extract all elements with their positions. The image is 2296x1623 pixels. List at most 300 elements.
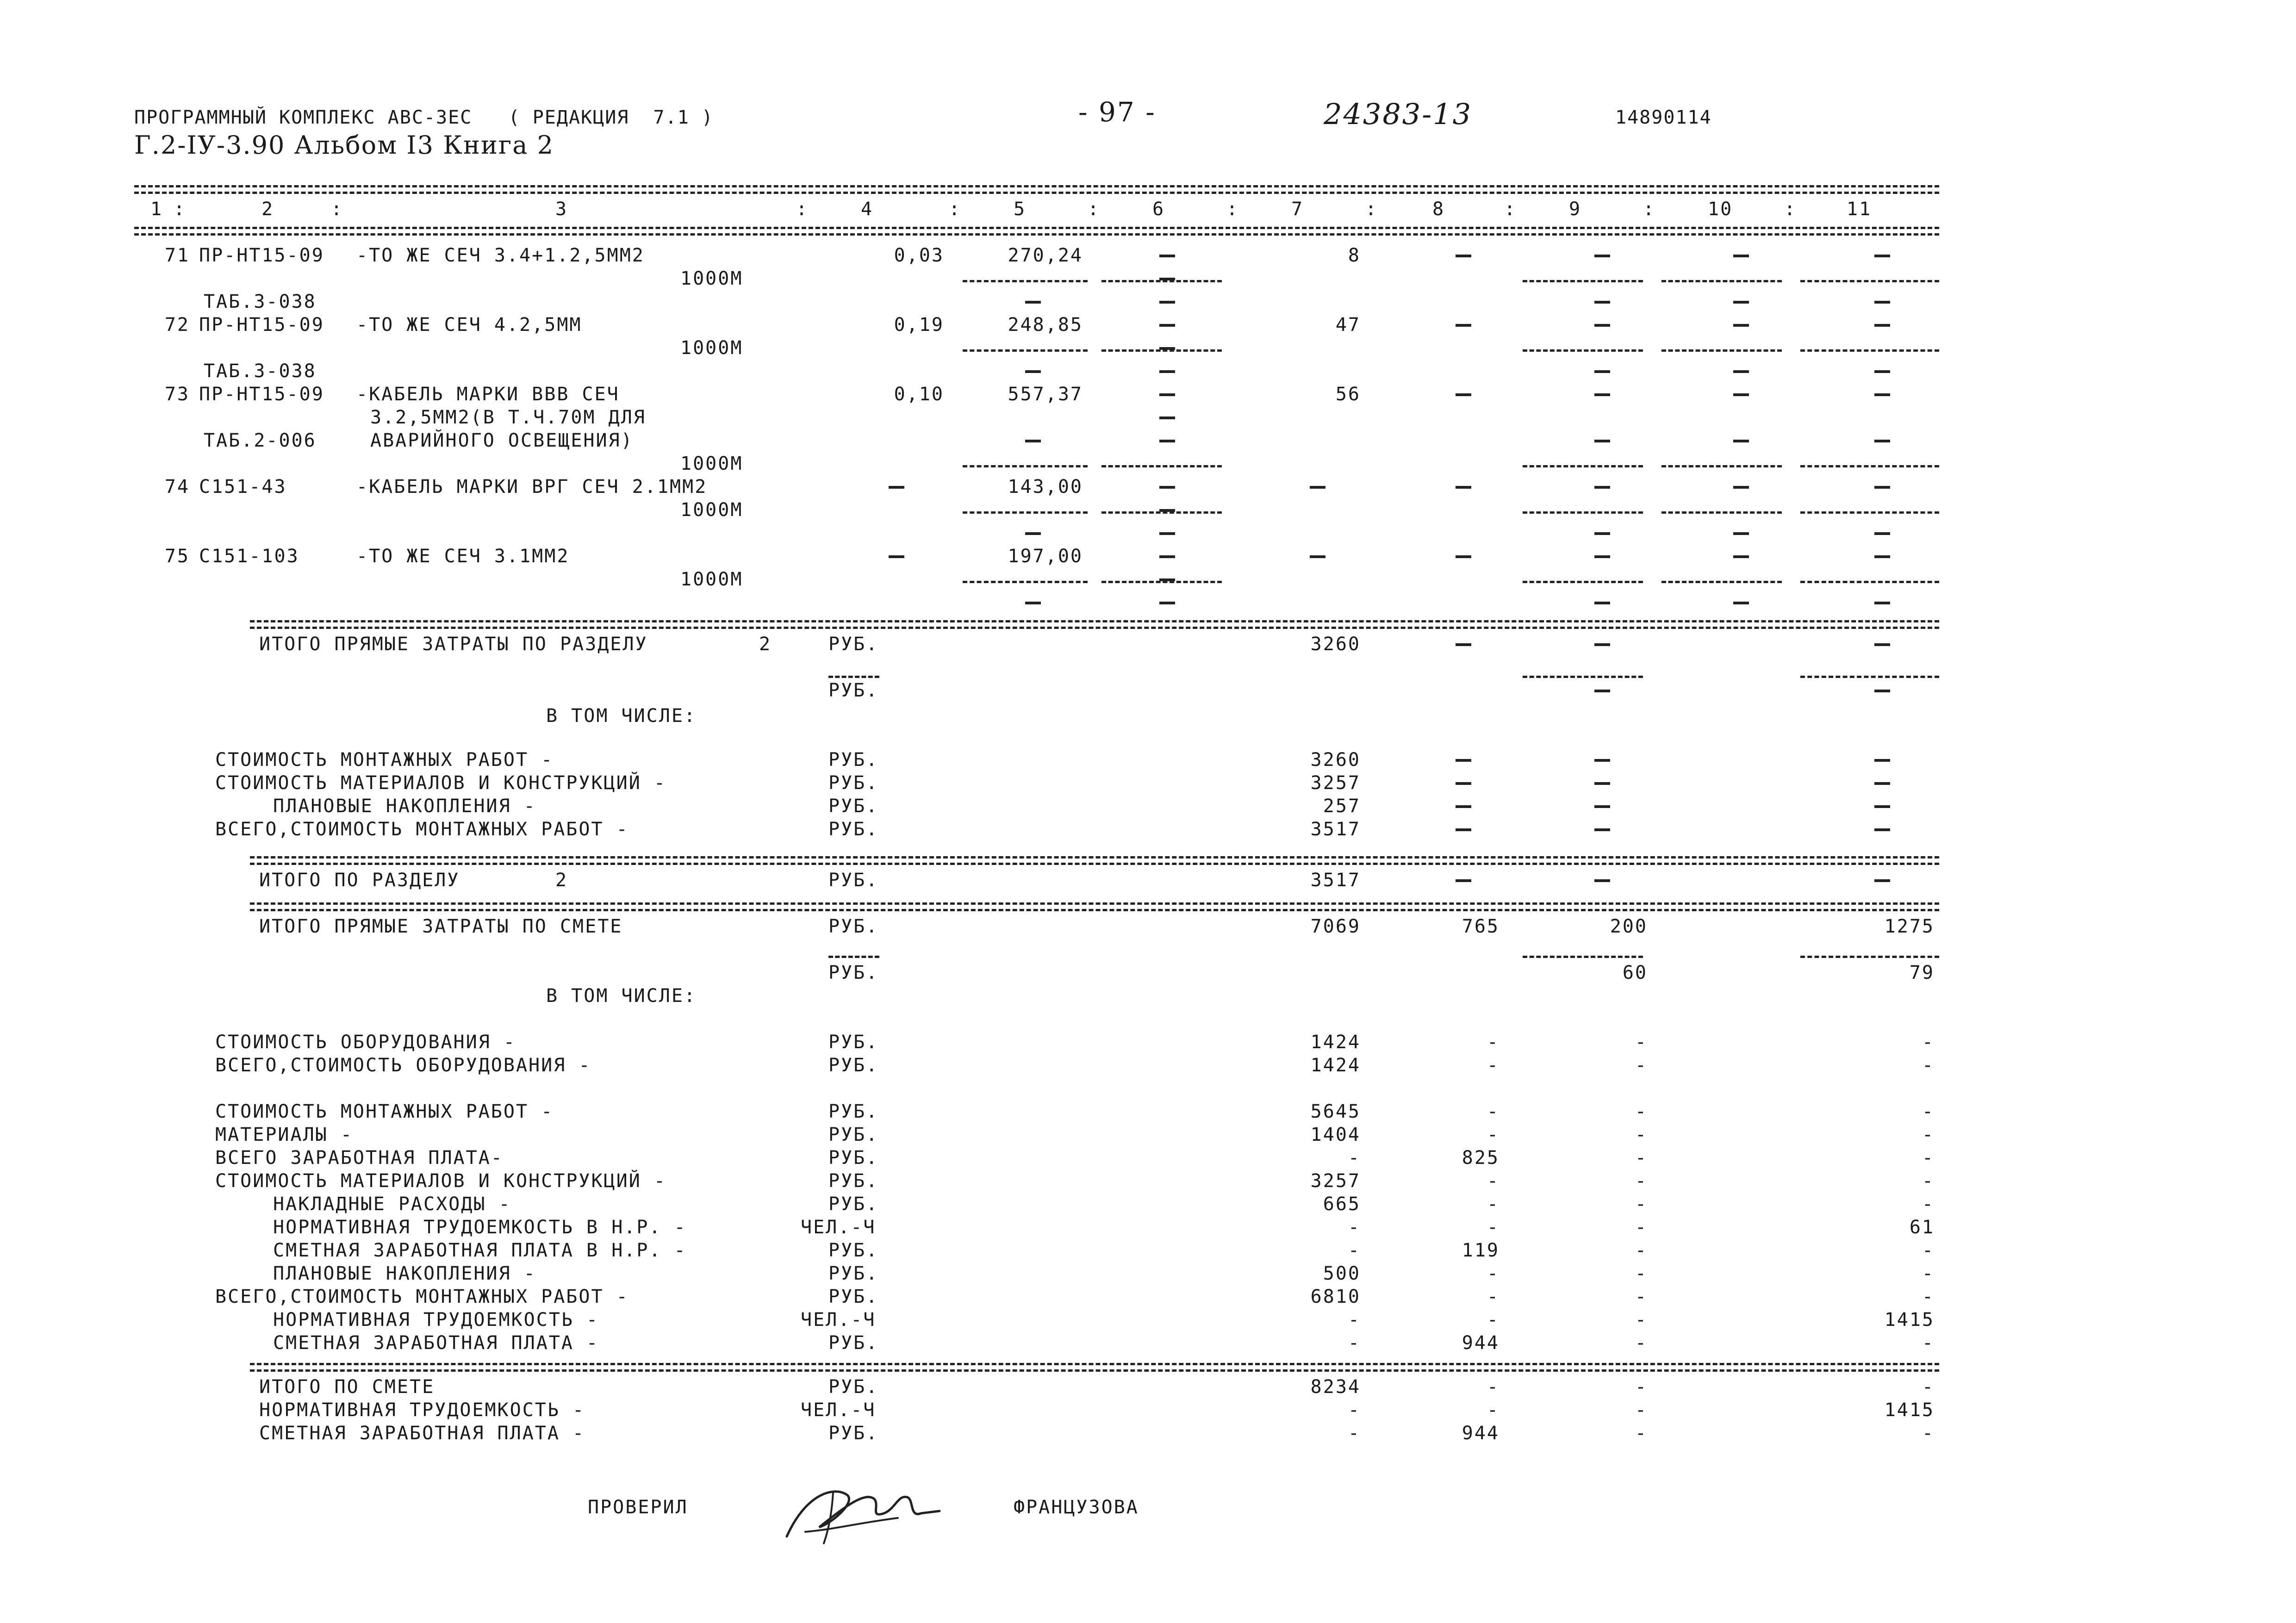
row-unit: 1000М bbox=[680, 337, 743, 359]
cell-underline bbox=[1800, 956, 1939, 958]
empty-cell-dash bbox=[1874, 324, 1890, 327]
empty-cell-dash bbox=[1874, 759, 1890, 762]
line-c8: - bbox=[1487, 1055, 1500, 1076]
estimate-rule-2 bbox=[250, 909, 1939, 911]
empty-cell-dash bbox=[1594, 828, 1610, 831]
row-description: -ТО ЖЕ СЕЧ 4.2,5ММ bbox=[356, 314, 582, 336]
cell-underline bbox=[1800, 465, 1939, 467]
empty-cell-dash bbox=[1025, 602, 1041, 604]
line-c7: - bbox=[1348, 1332, 1361, 1354]
col-sep: : bbox=[796, 199, 809, 220]
line-label: НОРМАТИВНАЯ ТРУДОЕМКОСТЬ В Н.Р. - bbox=[273, 1217, 687, 1238]
col-header-1: 1 bbox=[150, 199, 163, 220]
col-header-5: 5 bbox=[1014, 199, 1027, 220]
cell-underline bbox=[963, 465, 1088, 467]
line-c9: - bbox=[1635, 1240, 1648, 1261]
line-value: 3260 bbox=[1310, 749, 1361, 771]
line-c7: 1424 bbox=[1310, 1055, 1361, 1076]
row-description-2: 3.2,5ММ2(В Т.Ч.70М ДЛЯ bbox=[370, 407, 646, 428]
line-c9: - bbox=[1635, 1147, 1648, 1169]
cell-underline bbox=[1661, 349, 1782, 352]
cell-underline bbox=[1101, 581, 1222, 583]
line-c7: 665 bbox=[1323, 1194, 1361, 1215]
section-rule-2 bbox=[250, 627, 1939, 629]
line-label: СТОИМОСТЬ МАТЕРИАЛОВ И КОНСТРУКЦИЙ - bbox=[215, 772, 666, 794]
line-c9: - bbox=[1635, 1263, 1648, 1284]
line-c11: - bbox=[1922, 1101, 1935, 1122]
line-label: СТОИМОСТЬ МОНТАЖНЫХ РАБОТ - bbox=[215, 1101, 554, 1122]
empty-cell-dash bbox=[1159, 555, 1175, 558]
handwritten-code: 24383-13 bbox=[1324, 97, 1473, 131]
estimate-rule bbox=[250, 902, 1939, 905]
row-number: 75 bbox=[164, 546, 190, 567]
program-title: ПРОГРАММНЫЙ КОМПЛЕКС АВС-3ЕС ( РЕДАКЦИЯ 7.1 ) bbox=[134, 107, 714, 128]
line-c7: - bbox=[1348, 1399, 1361, 1421]
empty-cell-dash bbox=[1594, 805, 1610, 808]
col-header-10: 10 bbox=[1708, 199, 1733, 220]
row-number: 71 bbox=[164, 245, 190, 266]
empty-cell-dash bbox=[1159, 301, 1175, 304]
line-value: 257 bbox=[1323, 796, 1361, 817]
section-total-value: 3517 bbox=[1310, 870, 1361, 891]
empty-cell-dash bbox=[1874, 879, 1890, 882]
estimate-direct-c7: 7069 bbox=[1310, 916, 1361, 937]
line-unit: РУБ. bbox=[828, 1423, 879, 1444]
empty-cell-dash bbox=[1874, 255, 1890, 257]
cell-underline bbox=[1661, 465, 1782, 467]
cell-underline bbox=[828, 956, 879, 958]
line-label: МАТЕРИАЛЫ - bbox=[215, 1124, 353, 1145]
cell-underline bbox=[1523, 581, 1643, 583]
section-including-label: В ТОМ ЧИСЛЕ: bbox=[546, 705, 697, 727]
line-c7: 500 bbox=[1323, 1263, 1361, 1284]
empty-cell-dash bbox=[1874, 440, 1890, 442]
line-c8: 944 bbox=[1462, 1332, 1500, 1354]
checked-label: ПРОВЕРИЛ bbox=[588, 1497, 688, 1518]
row-quantity: 0,10 bbox=[894, 384, 944, 405]
cell-underline bbox=[963, 511, 1088, 514]
line-c8: - bbox=[1487, 1194, 1500, 1215]
line-label: СТОИМОСТЬ МАТЕРИАЛОВ И КОНСТРУКЦИЙ - bbox=[215, 1170, 666, 1192]
col-header-4: 4 bbox=[861, 199, 874, 220]
empty-cell-dash bbox=[1310, 555, 1325, 558]
line-c9: - bbox=[1635, 1101, 1648, 1122]
empty-cell-dash bbox=[1310, 486, 1325, 489]
section-direct-unit-2: РУБ. bbox=[828, 680, 879, 701]
empty-cell-dash bbox=[1594, 393, 1610, 396]
line-label: СМЕТНАЯ ЗАРАБОТНАЯ ПЛАТА - bbox=[273, 1332, 599, 1354]
line-unit: ЧЕЛ.-Ч bbox=[801, 1309, 876, 1331]
line-unit: РУБ. bbox=[828, 1240, 879, 1261]
section-total-number: 2 bbox=[555, 870, 568, 891]
section-direct-label: ИТОГО ПРЯМЫЕ ЗАТРАТЫ ПО РАЗДЕЛУ bbox=[259, 634, 648, 655]
line-label: СМЕТНАЯ ЗАРАБОТНАЯ ПЛАТА - bbox=[259, 1423, 585, 1444]
row-code: ПР-НТ15-09 bbox=[199, 384, 324, 405]
empty-cell-dash bbox=[1874, 532, 1890, 535]
row-quantity: 0,19 bbox=[894, 314, 944, 336]
line-label: ВСЕГО ЗАРАБОТНАЯ ПЛАТА- bbox=[215, 1147, 504, 1169]
table-top-rule bbox=[134, 185, 1939, 187]
empty-cell-dash bbox=[1733, 393, 1749, 396]
empty-cell-dash bbox=[1874, 602, 1890, 604]
empty-cell-dash bbox=[1874, 301, 1890, 304]
empty-cell-dash bbox=[1874, 690, 1890, 692]
cell-underline bbox=[1661, 511, 1782, 514]
line-c9: - bbox=[1635, 1399, 1648, 1421]
table-top-rule-2 bbox=[134, 192, 1939, 194]
cell-underline bbox=[1800, 676, 1939, 678]
empty-cell-dash bbox=[1159, 602, 1175, 604]
empty-cell-dash bbox=[1456, 324, 1471, 327]
col-sep: : bbox=[1226, 199, 1239, 220]
line-c8: - bbox=[1487, 1309, 1500, 1331]
cell-underline bbox=[1523, 511, 1643, 514]
col-header-3: 3 bbox=[555, 199, 568, 220]
final-rule-2 bbox=[250, 1369, 1939, 1372]
line-label: ИТОГО ПО СМЕТЕ bbox=[259, 1376, 435, 1398]
line-c11: - bbox=[1922, 1286, 1935, 1307]
line-c8: - bbox=[1487, 1263, 1500, 1284]
empty-cell-dash bbox=[889, 555, 904, 558]
empty-cell-dash bbox=[1159, 324, 1175, 327]
cell-underline bbox=[1800, 581, 1939, 583]
empty-cell-dash bbox=[1874, 555, 1890, 558]
empty-cell-dash bbox=[1159, 417, 1175, 419]
empty-cell-dash bbox=[1733, 486, 1749, 489]
col-sep: : bbox=[1643, 199, 1656, 220]
empty-cell-dash bbox=[1594, 690, 1610, 692]
line-c8: - bbox=[1487, 1101, 1500, 1122]
line-label: НОРМАТИВНАЯ ТРУДОЕМКОСТЬ - bbox=[273, 1309, 599, 1331]
row-description: -КАБЕЛЬ МАРКИ ВРГ СЕЧ 2.1ММ2 bbox=[356, 476, 708, 497]
empty-cell-dash bbox=[1594, 440, 1610, 442]
line-c11: - bbox=[1922, 1147, 1935, 1169]
line-unit: РУБ. bbox=[828, 772, 879, 794]
row-price: 270,24 bbox=[1008, 245, 1083, 266]
line-c9: - bbox=[1635, 1170, 1648, 1192]
empty-cell-dash bbox=[1159, 486, 1175, 489]
empty-cell-dash bbox=[889, 486, 904, 489]
line-c7: 1424 bbox=[1310, 1032, 1361, 1053]
empty-cell-dash bbox=[1594, 486, 1610, 489]
empty-cell-dash bbox=[1456, 782, 1471, 785]
section-direct-total: 3260 bbox=[1310, 634, 1361, 655]
empty-cell-dash bbox=[1456, 555, 1471, 558]
cell-underline bbox=[1800, 280, 1939, 282]
line-unit: ЧЕЛ.-Ч bbox=[801, 1399, 876, 1421]
line-c7: 6810 bbox=[1310, 1286, 1361, 1307]
cell-underline bbox=[963, 349, 1088, 352]
cell-underline bbox=[1101, 511, 1222, 514]
section-total-label: ИТОГО ПО РАЗДЕЛУ bbox=[259, 870, 460, 891]
line-c8: - bbox=[1487, 1286, 1500, 1307]
line-c11: 1415 bbox=[1884, 1309, 1935, 1331]
cell-underline bbox=[1101, 349, 1222, 352]
cell-underline bbox=[1661, 280, 1782, 282]
line-c7: 5645 bbox=[1310, 1101, 1361, 1122]
line-c7: - bbox=[1348, 1309, 1361, 1331]
line-c11: - bbox=[1922, 1332, 1935, 1354]
line-c9: - bbox=[1635, 1423, 1648, 1444]
empty-cell-dash bbox=[1025, 532, 1041, 535]
line-label: ПЛАНОВЫЕ НАКОПЛЕНИЯ - bbox=[273, 796, 536, 817]
line-c8: 944 bbox=[1462, 1423, 1500, 1444]
header-bottom-rule-2 bbox=[134, 233, 1939, 236]
empty-cell-dash bbox=[1159, 255, 1175, 257]
row-total: 8 bbox=[1348, 245, 1361, 266]
empty-cell-dash bbox=[1733, 532, 1749, 535]
empty-cell-dash bbox=[1456, 255, 1471, 257]
col-sep: : bbox=[1784, 199, 1797, 220]
col-header-6: 6 bbox=[1152, 199, 1165, 220]
estimate-direct-c9b: 60 bbox=[1622, 962, 1648, 983]
empty-cell-dash bbox=[1733, 440, 1749, 442]
row-price: 248,85 bbox=[1008, 314, 1083, 336]
row-total: 56 bbox=[1335, 384, 1361, 405]
section-direct-number: 2 bbox=[759, 634, 772, 655]
estimate-direct-c9: 200 bbox=[1610, 916, 1648, 937]
line-c9: - bbox=[1635, 1332, 1648, 1354]
cell-underline bbox=[1101, 465, 1222, 467]
empty-cell-dash bbox=[1456, 828, 1471, 831]
cell-underline bbox=[1523, 956, 1643, 958]
line-label: НАКЛАДНЫЕ РАСХОДЫ - bbox=[273, 1194, 511, 1215]
line-c8: - bbox=[1487, 1399, 1500, 1421]
row-code: ПР-НТ15-09 bbox=[199, 245, 324, 266]
estimate-direct-c8: 765 bbox=[1462, 916, 1500, 937]
row-total: 47 bbox=[1335, 314, 1361, 336]
line-c8: - bbox=[1487, 1170, 1500, 1192]
col-sep: : bbox=[1504, 199, 1517, 220]
empty-cell-dash bbox=[1733, 255, 1749, 257]
section-total-rule-2 bbox=[250, 863, 1939, 865]
line-unit: РУБ. bbox=[828, 796, 879, 817]
empty-cell-dash bbox=[1874, 782, 1890, 785]
row-description: -ТО ЖЕ СЕЧ 3.1ММ2 bbox=[356, 546, 570, 567]
line-c9: - bbox=[1635, 1032, 1648, 1053]
row-quantity: 0,03 bbox=[894, 245, 944, 266]
line-c7: 8234 bbox=[1310, 1376, 1361, 1398]
line-c7: - bbox=[1348, 1217, 1361, 1238]
section-total-unit: РУБ. bbox=[828, 870, 879, 891]
empty-cell-dash bbox=[1594, 782, 1610, 785]
line-unit: РУБ. bbox=[828, 819, 879, 840]
col-sep: : bbox=[1088, 199, 1101, 220]
line-c11: - bbox=[1922, 1240, 1935, 1261]
empty-cell-dash bbox=[1594, 255, 1610, 257]
col-header-9: 9 bbox=[1569, 199, 1582, 220]
empty-cell-dash bbox=[1594, 555, 1610, 558]
empty-cell-dash bbox=[1159, 370, 1175, 373]
page-number: - 97 - bbox=[1078, 96, 1156, 128]
line-c8: 119 bbox=[1462, 1240, 1500, 1261]
empty-cell-dash bbox=[1874, 393, 1890, 396]
empty-cell-dash bbox=[1025, 440, 1041, 442]
line-c9: - bbox=[1635, 1376, 1648, 1398]
line-c11: - bbox=[1922, 1263, 1935, 1284]
line-unit: РУБ. bbox=[828, 1055, 879, 1076]
empty-cell-dash bbox=[1594, 759, 1610, 762]
estimate-direct-c11b: 79 bbox=[1909, 962, 1935, 983]
cell-underline bbox=[1523, 676, 1643, 678]
empty-cell-dash bbox=[1874, 370, 1890, 373]
estimate-direct-c11: 1275 bbox=[1884, 916, 1935, 937]
checker-name: ФРАНЦУЗОВА bbox=[1014, 1497, 1139, 1518]
line-c11: - bbox=[1922, 1376, 1935, 1398]
row-number: 72 bbox=[164, 314, 190, 336]
line-label: СТОИМОСТЬ ОБОРУДОВАНИЯ - bbox=[215, 1032, 516, 1053]
empty-cell-dash bbox=[1874, 486, 1890, 489]
cell-underline bbox=[1800, 511, 1939, 514]
empty-cell-dash bbox=[1025, 370, 1041, 373]
line-unit: РУБ. bbox=[828, 1376, 879, 1398]
empty-cell-dash bbox=[1874, 805, 1890, 808]
line-c9: - bbox=[1635, 1055, 1648, 1076]
col-sep: : bbox=[949, 199, 962, 220]
line-label: ВСЕГО,СТОИМОСТЬ МОНТАЖНЫХ РАБОТ - bbox=[215, 1286, 629, 1307]
estimate-including-label: В ТОМ ЧИСЛЕ: bbox=[546, 985, 697, 1007]
line-unit: РУБ. bbox=[828, 1032, 879, 1053]
line-c7: 1404 bbox=[1310, 1124, 1361, 1145]
empty-cell-dash bbox=[1159, 393, 1175, 396]
empty-cell-dash bbox=[1594, 879, 1610, 882]
line-c9: - bbox=[1635, 1124, 1648, 1145]
line-c8: - bbox=[1487, 1032, 1500, 1053]
empty-cell-dash bbox=[1456, 643, 1471, 646]
empty-cell-dash bbox=[1159, 532, 1175, 535]
empty-cell-dash bbox=[1874, 643, 1890, 646]
line-c7: 3257 bbox=[1310, 1170, 1361, 1192]
estimate-direct-label: ИТОГО ПРЯМЫЕ ЗАТРАТЫ ПО СМЕТЕ bbox=[259, 916, 623, 937]
empty-cell-dash bbox=[1733, 370, 1749, 373]
row-unit: 1000М bbox=[680, 453, 743, 474]
line-unit: РУБ. bbox=[828, 1101, 879, 1122]
empty-cell-dash bbox=[1456, 486, 1471, 489]
estimate-direct-unit-2: РУБ. bbox=[828, 962, 879, 983]
cell-underline bbox=[828, 676, 879, 678]
row-number: 74 bbox=[164, 476, 190, 497]
row-price: 197,00 bbox=[1008, 546, 1083, 567]
final-rule bbox=[250, 1363, 1939, 1365]
empty-cell-dash bbox=[1733, 301, 1749, 304]
row-description-3: АВАРИЙНОГО ОСВЕЩЕНИЯ) bbox=[370, 430, 634, 451]
line-c7: - bbox=[1348, 1240, 1361, 1261]
empty-cell-dash bbox=[1456, 879, 1471, 882]
empty-cell-dash bbox=[1025, 301, 1041, 304]
row-reference: ТАБ.3-038 bbox=[204, 291, 317, 312]
empty-cell-dash bbox=[1733, 602, 1749, 604]
line-c9: - bbox=[1635, 1194, 1648, 1215]
cell-underline bbox=[1523, 280, 1643, 282]
line-c9: - bbox=[1635, 1286, 1648, 1307]
row-code: ПР-НТ15-09 bbox=[199, 314, 324, 336]
line-unit: РУБ. bbox=[828, 1147, 879, 1169]
empty-cell-dash bbox=[1456, 759, 1471, 762]
estimate-direct-unit: РУБ. bbox=[828, 916, 879, 937]
empty-cell-dash bbox=[1594, 324, 1610, 327]
line-label: СТОИМОСТЬ МОНТАЖНЫХ РАБОТ - bbox=[215, 749, 554, 771]
empty-cell-dash bbox=[1594, 532, 1610, 535]
line-c11: - bbox=[1922, 1170, 1935, 1192]
line-unit: РУБ. bbox=[828, 1332, 879, 1354]
col-header-8: 8 bbox=[1432, 199, 1445, 220]
row-description: -ТО ЖЕ СЕЧ 3.4+1.2,5ММ2 bbox=[356, 245, 645, 266]
line-value: 3257 bbox=[1310, 772, 1361, 794]
line-label: НОРМАТИВНАЯ ТРУДОЕМКОСТЬ - bbox=[259, 1399, 585, 1421]
cell-underline bbox=[963, 280, 1088, 282]
row-code: С151-43 bbox=[199, 476, 287, 497]
album-title: Г.2-IУ-3.90 Альбом I3 Книга 2 bbox=[134, 131, 554, 160]
line-c8: - bbox=[1487, 1376, 1500, 1398]
line-c7: - bbox=[1348, 1147, 1361, 1169]
line-c11: - bbox=[1922, 1032, 1935, 1053]
cell-underline bbox=[1661, 581, 1782, 583]
line-unit: РУБ. bbox=[828, 749, 879, 771]
row-description: -КАБЕЛЬ МАРКИ ВВВ СЕЧ bbox=[356, 384, 620, 405]
line-unit: РУБ. bbox=[828, 1124, 879, 1145]
line-unit: РУБ. bbox=[828, 1194, 879, 1215]
row-price: 557,37 bbox=[1008, 384, 1083, 405]
header-bottom-rule bbox=[134, 227, 1939, 229]
empty-cell-dash bbox=[1594, 602, 1610, 604]
empty-cell-dash bbox=[1733, 324, 1749, 327]
line-label: СМЕТНАЯ ЗАРАБОТНАЯ ПЛАТА В Н.Р. - bbox=[273, 1240, 687, 1261]
line-c11: - bbox=[1922, 1423, 1935, 1444]
line-c8: - bbox=[1487, 1217, 1500, 1238]
col-sep: : bbox=[1365, 199, 1378, 220]
cell-underline bbox=[1523, 349, 1643, 352]
document-number: 14890114 bbox=[1615, 107, 1712, 128]
line-unit: РУБ. bbox=[828, 1263, 879, 1284]
signature bbox=[778, 1467, 944, 1550]
cell-underline bbox=[1101, 280, 1222, 282]
line-unit: ЧЕЛ.-Ч bbox=[801, 1217, 876, 1238]
line-label: ВСЕГО,СТОИМОСТЬ МОНТАЖНЫХ РАБОТ - bbox=[215, 819, 629, 840]
line-c11: - bbox=[1922, 1124, 1935, 1145]
line-c11: 61 bbox=[1909, 1217, 1935, 1238]
col-sep: : bbox=[331, 199, 344, 220]
line-unit: РУБ. bbox=[828, 1286, 879, 1307]
col-sep: : bbox=[174, 199, 187, 220]
cell-underline bbox=[963, 581, 1088, 583]
empty-cell-dash bbox=[1594, 370, 1610, 373]
line-unit: РУБ. bbox=[828, 1170, 879, 1192]
line-c8: - bbox=[1487, 1124, 1500, 1145]
row-code: С151-103 bbox=[199, 546, 299, 567]
line-c9: - bbox=[1635, 1217, 1648, 1238]
row-unit: 1000М bbox=[680, 268, 743, 289]
line-label: ВСЕГО,СТОИМОСТЬ ОБОРУДОВАНИЯ - bbox=[215, 1055, 591, 1076]
empty-cell-dash bbox=[1456, 805, 1471, 808]
line-value: 3517 bbox=[1310, 819, 1361, 840]
line-c9: - bbox=[1635, 1309, 1648, 1331]
line-c11: - bbox=[1922, 1055, 1935, 1076]
empty-cell-dash bbox=[1594, 643, 1610, 646]
empty-cell-dash bbox=[1159, 440, 1175, 442]
col-header-7: 7 bbox=[1291, 199, 1304, 220]
section-rule bbox=[250, 620, 1939, 622]
empty-cell-dash bbox=[1456, 393, 1471, 396]
line-label: ПЛАНОВЫЕ НАКОПЛЕНИЯ - bbox=[273, 1263, 536, 1284]
cell-underline bbox=[1523, 465, 1643, 467]
cell-underline bbox=[1800, 349, 1939, 352]
line-c11: 1415 bbox=[1884, 1399, 1935, 1421]
row-unit: 1000М bbox=[680, 569, 743, 590]
row-number: 73 bbox=[164, 384, 190, 405]
col-header-11: 11 bbox=[1847, 199, 1872, 220]
empty-cell-dash bbox=[1733, 555, 1749, 558]
section-direct-unit: РУБ. bbox=[828, 634, 879, 655]
